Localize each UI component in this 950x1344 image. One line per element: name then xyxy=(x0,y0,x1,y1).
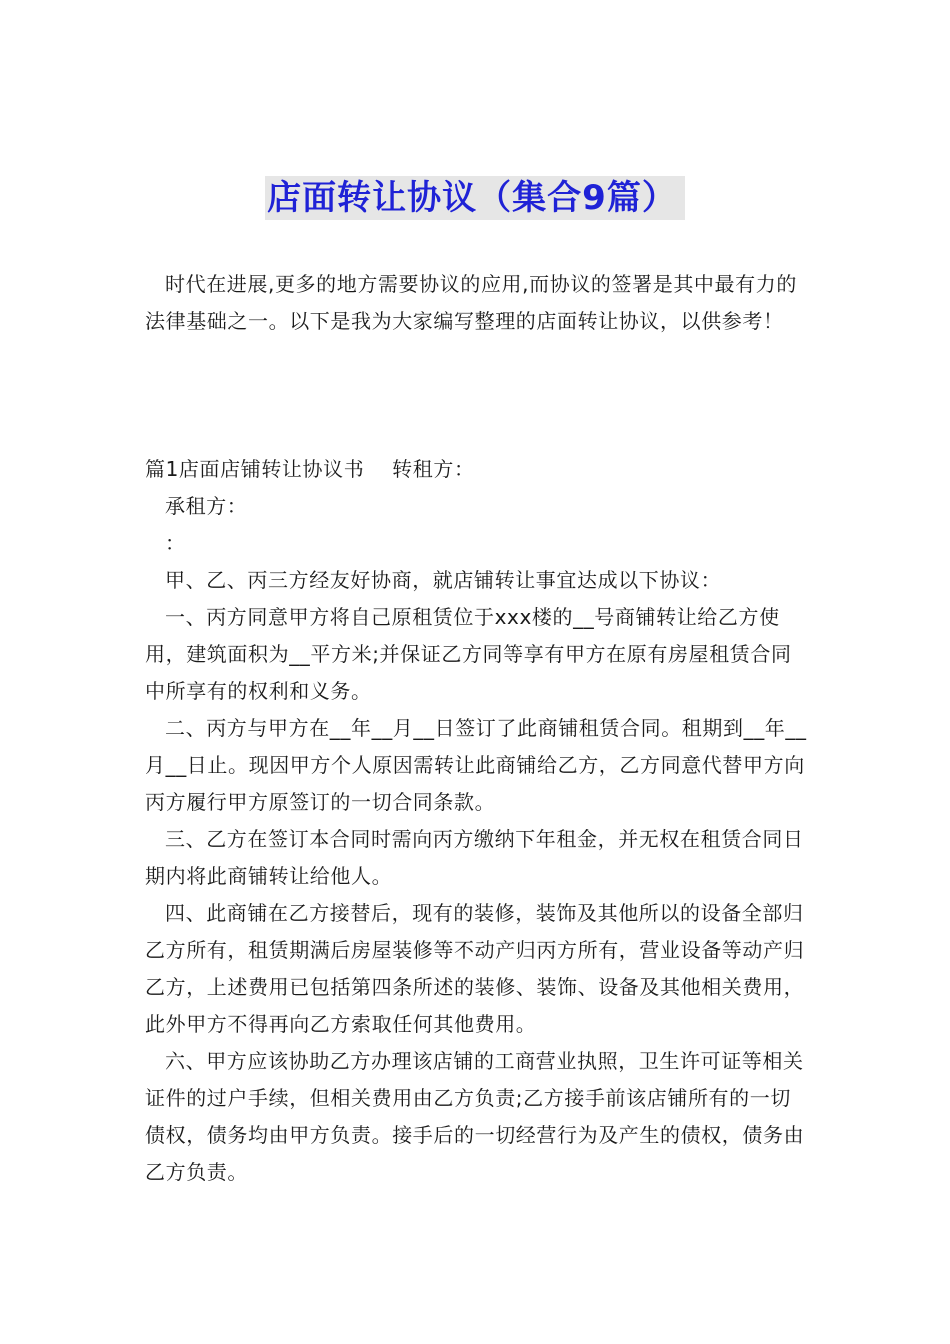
section-heading: 篇1店面店铺转让协议书 转租方： xyxy=(145,457,475,481)
paragraph-clause-3: 三、乙方在签订本合同时需向丙方缴纳下年租金，并无权在租赁合同日期内将此商铺转让给他人。 xyxy=(145,827,804,888)
paragraph-lessee: 承租方： xyxy=(165,494,248,518)
document-title: 店面转让协议（集合9篇） xyxy=(265,176,685,220)
intro-paragraph: 时代在进展,更多的地方需要协议的应用,而协议的签署是其中最有力的法律基础之一。以下是我为大家编写整理的店面转让协议，以供参考！ xyxy=(145,272,797,333)
section-1 xyxy=(145,451,807,1191)
paragraph-clause-4: 四、此商铺在乙方接替后，现有的装修，装饰及其他所以的设备全部归乙方所有，租赁期满后房屋装修等不动产归丙方所有，营业设备等动产归乙方，上述费用已包括第四条所述的装修、装饰、设备及其他相关费用，此外甲方不得再向乙方索取任何其他费用。 xyxy=(145,901,805,1036)
intro-block xyxy=(145,266,807,340)
paragraph-clause-6: 六、甲方应该协助乙方办理该店铺的工商营业执照，卫生许可证等相关证件的过户手续，但相关费用由乙方负责;乙方接手前该店铺所有的一切债权，债务均由甲方负责。接手后的一切经营行为及产生的债权，债务由乙方负责。 xyxy=(145,1049,805,1184)
paragraph-clause-1: 一、丙方同意甲方将自己原租赁位于xxx楼的__号商铺转让给乙方使用，建筑面积为__平方米;并保证乙方同等享有甲方在原有房屋租赁合同中所享有的权利和义务。 xyxy=(145,605,792,703)
title-container xyxy=(0,176,950,220)
paragraph-agreement-intro: 甲、乙、丙三方经友好协商，就店铺转让事宜达成以下协议： xyxy=(165,568,722,592)
paragraph-clause-2: 二、丙方与甲方在__年__月__日签订了此商铺租赁合同。租期到__年__月__日止。现因甲方个人原因需转让此商铺给乙方，乙方同意代替甲方向丙方履行甲方原签订的一切合同条款。 xyxy=(145,716,807,814)
paragraph-colon: ： xyxy=(165,531,186,555)
